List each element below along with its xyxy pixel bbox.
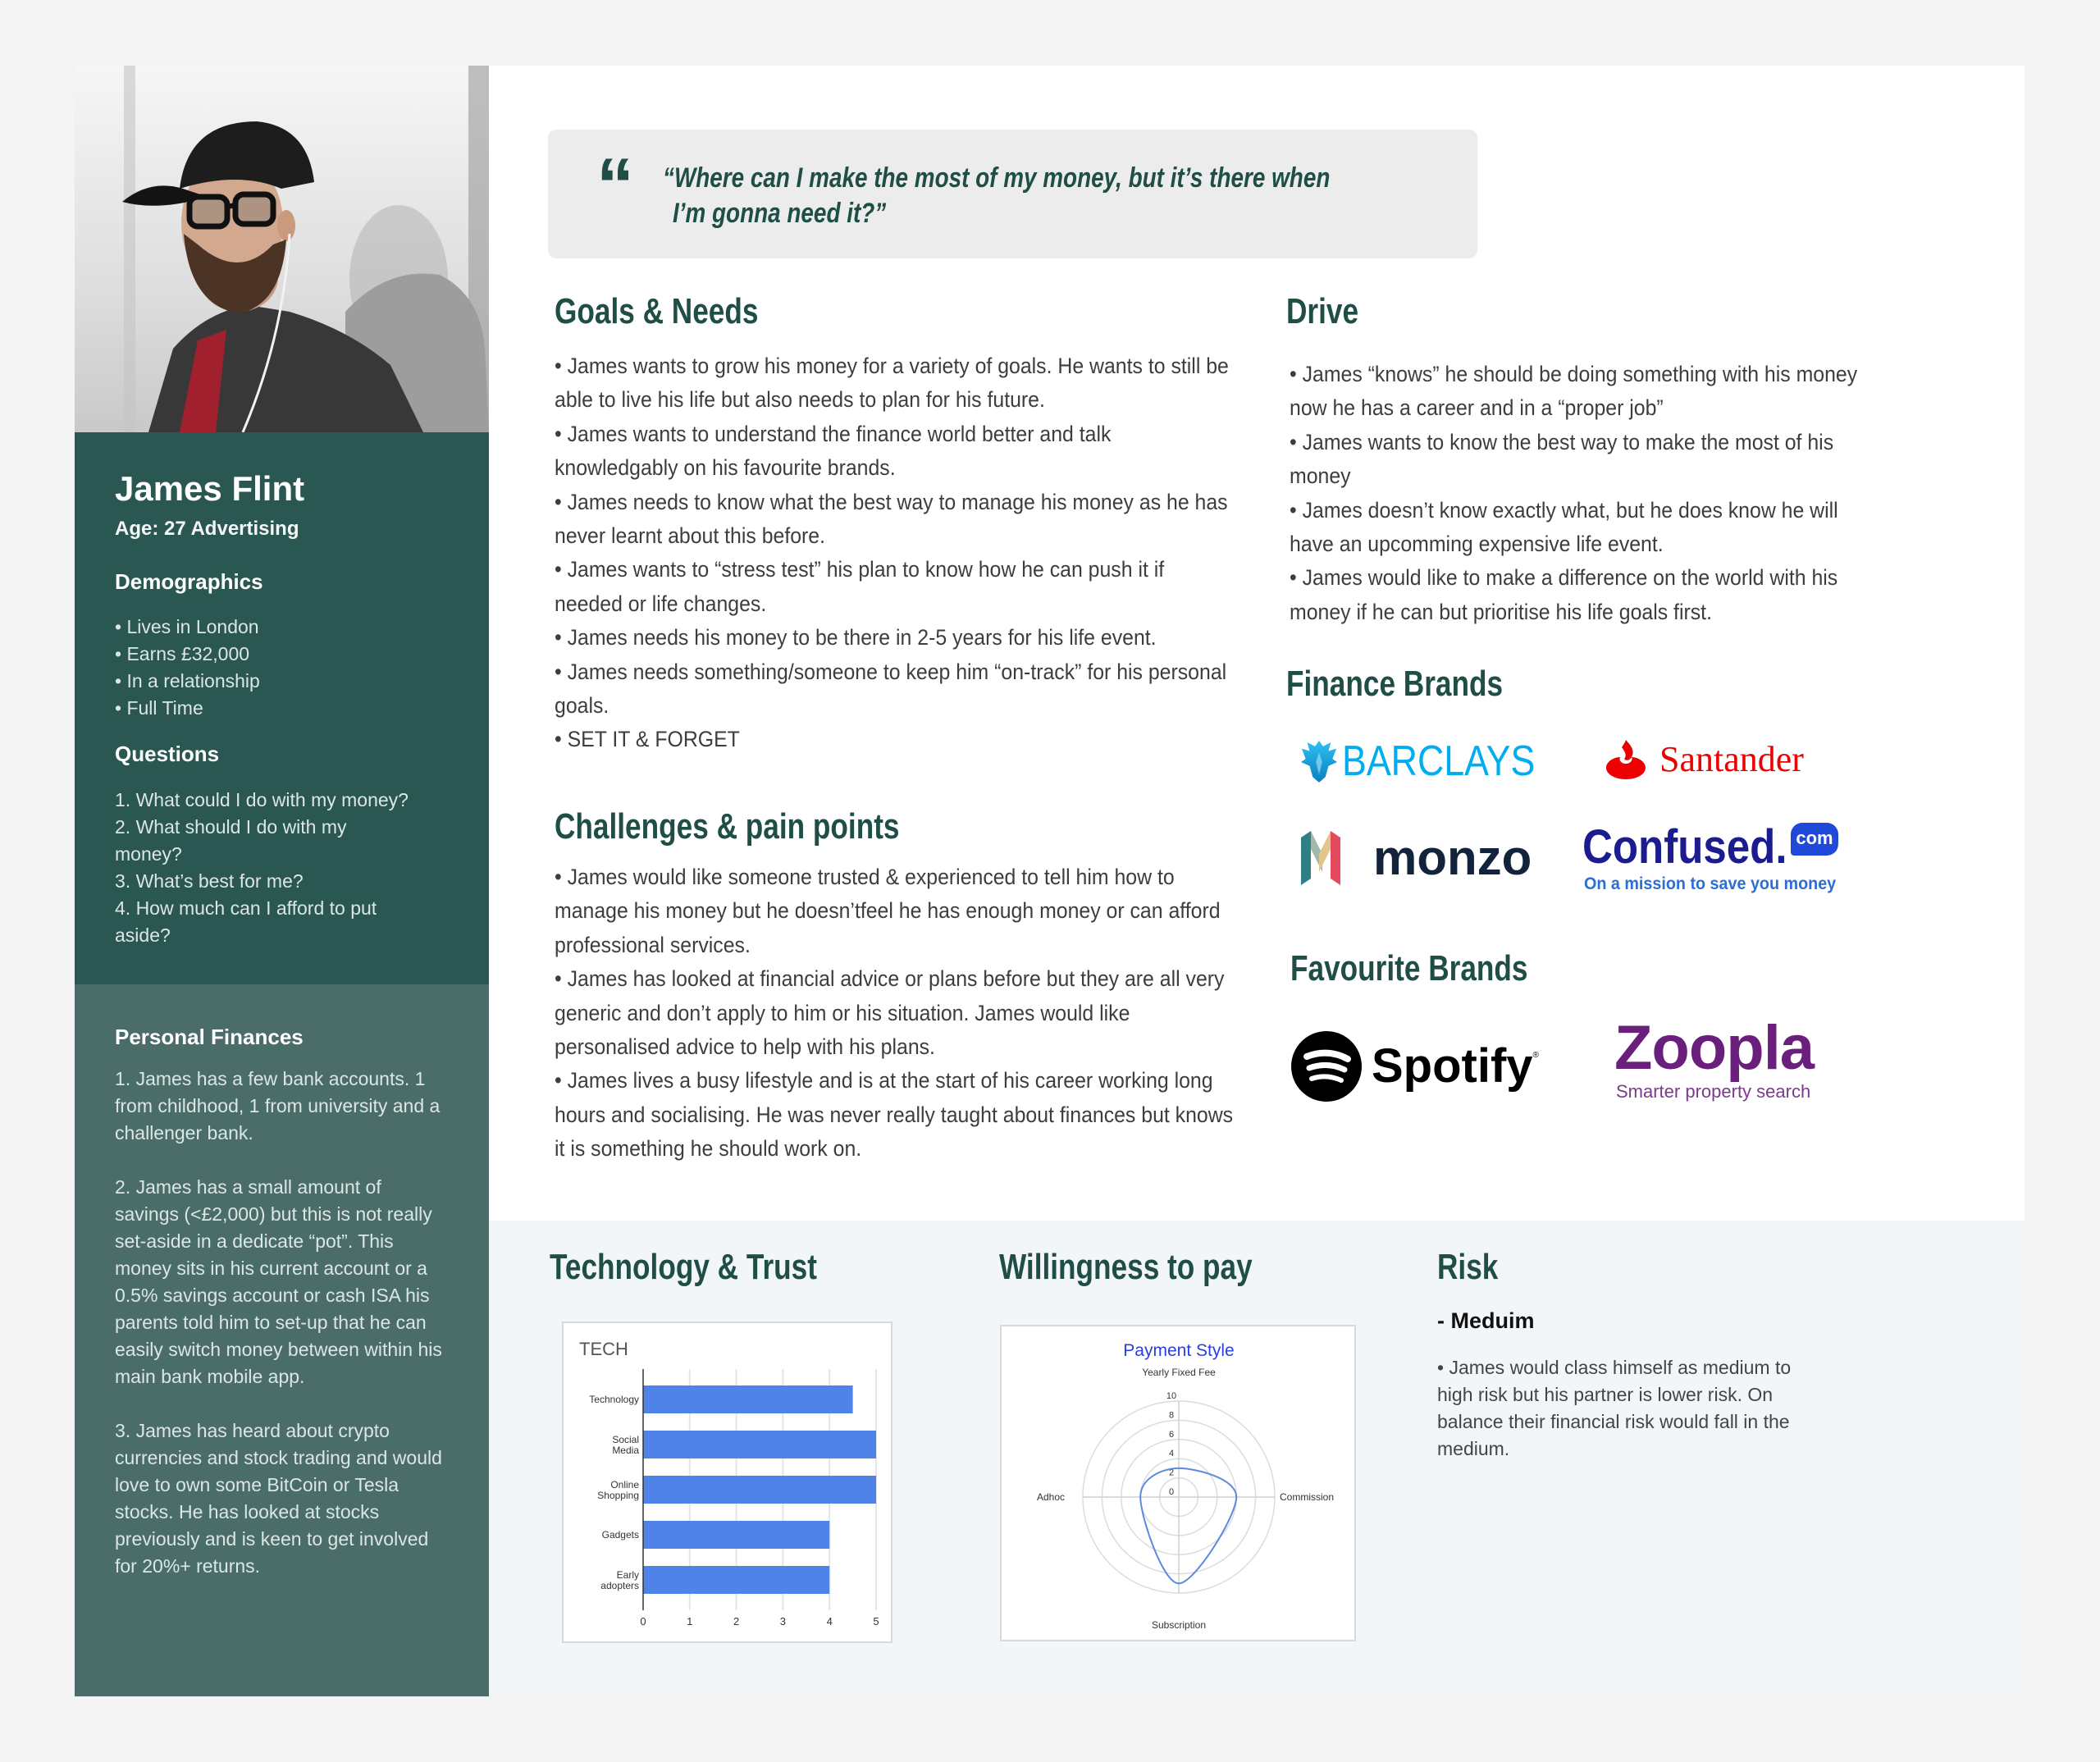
finance-brands-heading: Finance Brands	[1286, 664, 1504, 704]
goal-item: • James needs to know what the best way to manage his money as he has never learnt about this before.	[555, 489, 1228, 549]
quote-line-1: “Where can I make the most of my money, but it’s there when	[663, 162, 1331, 194]
goal-item: • James needs something/someone to keep him “on-track” for his personal goals.	[555, 659, 1227, 719]
personal-finance-item: 2. James has a small amount of savings (<£2,000) but this is not really set-aside in a dedicate “pot”. This money sits in his current account or a 0.5% savings account or cash ISA his parents told him to set-up that he can easily switch money between within his main bank mobile app.	[115, 1176, 442, 1387]
demographics-list	[115, 614, 447, 722]
chart-title: Payment Style	[1123, 1341, 1235, 1360]
question-item: 4. How much can I afford to put aside?	[115, 897, 377, 946]
spotify-wordmark: Spotify	[1372, 1039, 1533, 1093]
r-tick-label: 4	[1168, 1449, 1175, 1459]
spotify-registered-mark: ®	[1532, 1051, 1539, 1060]
drive-item: • James wants to know the best way to make the most of his money	[1290, 429, 1834, 489]
payment-style-radar-plot	[1002, 1326, 1354, 1640]
x-tick-label: 5	[873, 1615, 879, 1627]
x-tick-label: 2	[733, 1615, 740, 1627]
persona-age-occupation: Age: 27 Advertising	[115, 518, 299, 540]
questions-heading: Questions	[115, 742, 220, 766]
demographics-heading: Demographics	[115, 569, 263, 594]
tech-bar-chart-plot	[564, 1323, 891, 1641]
personal-finance-item: 3. James has heard about crypto currencies and stock trading and would love to own some BitCoin or Tesla stocks. He has looked at stocks previously and is keen to get involved for 20%+ returns.	[115, 1420, 442, 1577]
drive-item: • James would like to make a difference on the world with his money if he can but prioritise his life goals first.	[1290, 565, 1838, 624]
personal-finances-list	[115, 1066, 447, 1607]
axis-label: Subscription	[1151, 1619, 1207, 1631]
risk-description: • James would class himself as medium to high risk but his partner is lower risk. On balance their financial risk would fall in the medium.	[1437, 1357, 1792, 1459]
challenges-heading: Challenges & pain points	[555, 806, 900, 847]
challenge-item: • James lives a busy lifestyle and is at the start of his career working long hours and socialising. He was never really taught about finances but knows it is something he should work on.	[555, 1068, 1234, 1162]
santander-wordmark: Santander	[1659, 739, 1804, 779]
category-label: Social	[612, 1434, 639, 1445]
personal-finances-heading: Personal Finances	[115, 1025, 304, 1049]
bar	[643, 1521, 829, 1549]
barclays-logo	[1299, 737, 1567, 786]
spotify-logo	[1290, 1030, 1539, 1102]
axis-label: Adhoc	[1036, 1491, 1066, 1503]
challenge-item: • James would like someone trusted & experienced to tell him how to manage his money but he doesn’tfeel he has enough money or can afford professional services.	[555, 865, 1221, 957]
questions-list	[115, 787, 415, 949]
bar	[643, 1476, 876, 1504]
goal-item: • James wants to grow his money for a variety of goals. He wants to still be able to live his life but also needs to plan for his future.	[555, 354, 1229, 413]
radar-series	[1140, 1468, 1236, 1583]
category-label: Online	[610, 1479, 639, 1490]
r-tick-label: 2	[1168, 1468, 1175, 1478]
chart-title: TECH	[579, 1339, 628, 1359]
demographics-item: • Lives in London	[115, 616, 259, 637]
question-item: 2. What should I do with my money?	[115, 816, 347, 865]
category-label: Shopping	[597, 1490, 639, 1501]
r-tick-label: 0	[1168, 1487, 1175, 1497]
r-tick-label: 8	[1168, 1410, 1175, 1421]
bar	[643, 1566, 829, 1594]
goal-item: • James wants to understand the finance world better and talk knowledgably on his favourite brands.	[555, 421, 1112, 481]
zoopla-logo	[1614, 1013, 1828, 1106]
confused-wordmark: Confused.	[1582, 820, 1787, 874]
santander-flame-icon	[1604, 738, 1648, 781]
quote-line-2: I’m gonna need it?”	[673, 198, 887, 229]
risk-level: - Meduim	[1437, 1308, 1535, 1333]
monzo-m-icon	[1299, 829, 1342, 887]
demographics-item: • Earns £32,000	[115, 643, 250, 664]
x-tick-label: 1	[687, 1615, 693, 1627]
goals-list	[555, 349, 1235, 757]
question-item: 3. What’s best for me?	[115, 870, 304, 892]
challenges-list	[555, 860, 1235, 1166]
x-tick-label: 3	[779, 1615, 787, 1627]
axis-label: Commission	[1279, 1491, 1335, 1503]
quote-mark-icon: “	[596, 144, 634, 227]
bar	[643, 1385, 853, 1413]
willingness-heading: Willingness to pay	[999, 1247, 1253, 1287]
confused-logo	[1582, 820, 1845, 898]
category-label: Early	[616, 1569, 639, 1581]
persona-name: James Flint	[115, 469, 305, 508]
r-tick-label: 10	[1166, 1391, 1177, 1401]
monzo-wordmark: monzo	[1373, 830, 1532, 885]
santander-logo	[1604, 735, 1804, 784]
tech-bar-chart	[562, 1322, 892, 1643]
category-label: adopters	[600, 1580, 639, 1591]
goals-heading: Goals & Needs	[555, 291, 759, 331]
technology-trust-heading: Technology & Trust	[550, 1247, 817, 1287]
drive-list	[1290, 358, 1860, 629]
spotify-icon	[1290, 1030, 1363, 1102]
x-tick-label: 4	[826, 1615, 833, 1627]
payment-style-radar-chart	[1000, 1325, 1356, 1641]
category-label: Gadgets	[601, 1529, 639, 1541]
confused-com-badge: com	[1791, 823, 1838, 856]
barclays-wordmark: BARCLAYS	[1342, 737, 1536, 785]
persona-photo	[75, 66, 489, 432]
persona-photo-image	[75, 66, 489, 432]
monzo-logo	[1299, 829, 1532, 888]
barclays-eagle-icon	[1299, 737, 1339, 785]
personal-finance-item: 1. James has a few bank accounts. 1 from childhood, 1 from university and a challenger bank.	[115, 1068, 441, 1143]
favourite-brands-heading: Favourite Brands	[1290, 948, 1528, 988]
risk-heading: Risk	[1437, 1247, 1499, 1287]
category-label: Media	[612, 1445, 639, 1456]
zoopla-wordmark: Zoopla	[1614, 1013, 1815, 1083]
demographics-item: • Full Time	[115, 697, 203, 719]
goal-item: • James wants to “stress test” his plan to know how he can push it if needed or life changes.	[555, 557, 1165, 616]
x-tick-label: 0	[640, 1615, 646, 1627]
r-tick-label: 6	[1168, 1429, 1175, 1440]
axis-label: Yearly Fixed Fee	[1142, 1367, 1216, 1378]
drive-item: • James doesn’t know exactly what, but he does know he will have an upcomming expensive life event.	[1290, 497, 1838, 557]
category-label: Technology	[589, 1394, 639, 1405]
challenge-item: • James has looked at financial advice or plans before but they are all very generic and don’t apply to him or his situation. James would like personalised advice to help with his plans.	[555, 966, 1225, 1060]
goal-item: • SET IT & FORGET	[555, 727, 740, 752]
goal-item: • James needs his money to be there in 2-5 years for his life event.	[555, 625, 1157, 650]
question-item: 1. What could I do with my money?	[115, 789, 409, 810]
confused-tagline: On a mission to save you money	[1584, 874, 1837, 893]
bar	[643, 1431, 876, 1458]
demographics-item: • In a relationship	[115, 670, 260, 692]
zoopla-tagline: Smarter property search	[1616, 1081, 1811, 1102]
drive-heading: Drive	[1286, 291, 1359, 331]
drive-item: • James “knows” he should be doing something with his money now he has a career and in a “proper job”	[1290, 362, 1858, 421]
